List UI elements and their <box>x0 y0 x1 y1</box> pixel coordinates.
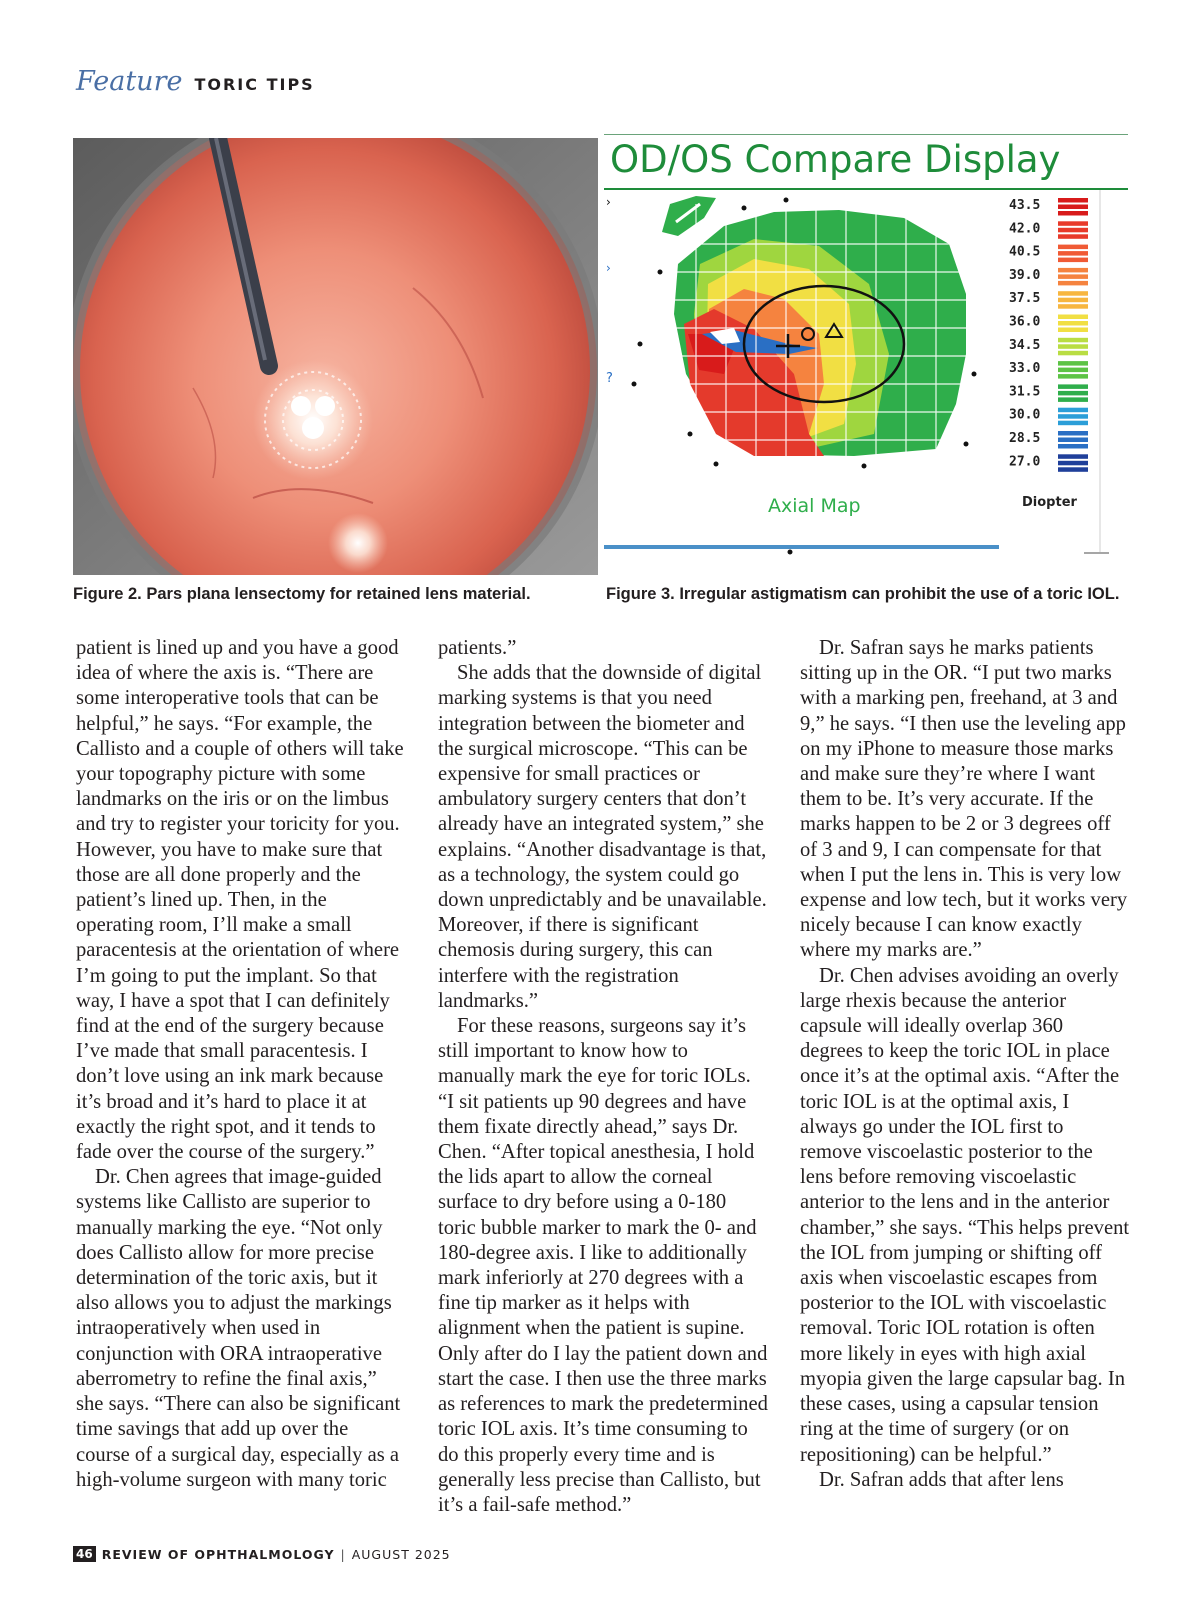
paragraph: Dr. Safran adds that after lens <box>819 1468 1064 1491</box>
paragraph: Dr. Safran says he marks patients sitting up in the OR. “I put two marks with a marking pen, freehand, at 3 and 9,” he says. “I then use the leveling app on my iPhone to measure those marks and make sure they’re where I want them to be. It’s very accurate. If the marks happen to be 2 or 3 degrees off of 3 and 9, I can compensate for that when I put the lens in. This is very low expense and low tech, but it works very nicely because I can know exactly where my marks are.” <box>800 637 1128 962</box>
legend-swatch <box>1058 421 1088 426</box>
legend-swatch <box>1058 361 1088 366</box>
legend-swatch <box>1058 438 1088 443</box>
legend-label: 43.5 <box>1009 198 1041 213</box>
legend-swatch <box>1058 368 1088 373</box>
page-header <box>76 66 315 100</box>
paragraph: Dr. Chen agrees that image-guided systems like Callisto are superior to manually marking the eye. “Not only does Callisto allow for more precise determination of the toric axis, but it also allows you to adjust the markings intraoperatively when used in conjunction with ORA intraoperative aberrometry to refine the final axis,” she says. “There can also be significant time savings that add up over the course of a surgical day, especially as a high-volume surgeon with many toric <box>76 1166 401 1491</box>
legend-label: 33.0 <box>1009 361 1041 377</box>
side-marker: ? <box>606 371 613 386</box>
legend-swatch <box>1058 198 1088 203</box>
legend-swatch <box>1058 245 1088 250</box>
legend-label: 36.0 <box>1009 314 1041 330</box>
legend-swatch <box>1058 454 1088 459</box>
page-number: 46 <box>73 1546 96 1562</box>
legend-label: 34.5 <box>1009 337 1041 353</box>
legend-swatch <box>1058 221 1088 226</box>
legend-swatch <box>1058 431 1088 436</box>
legend-swatch <box>1058 298 1088 303</box>
legend-swatch <box>1058 234 1088 239</box>
paragraph: She adds that the downside of digital marking systems is that you need integration between the biometer and the surgical microscope. “This can be expensive for small practices or ambulatory surgery centers that don’t already have an integrated system,” she explains. “Another disadvantage is that, as a technology, the system could go down unpredictably and be unavailable. Moreover, if there is significant chemosis during surgery, this can interfere with the registration landmarks.” <box>438 662 767 1012</box>
section-name: Feature <box>76 66 183 97</box>
legend-swatch <box>1058 328 1088 333</box>
legend-swatch <box>1058 384 1088 389</box>
legend-swatch <box>1058 315 1088 320</box>
legend-swatch <box>1058 408 1088 413</box>
publication-name: REVIEW OF OPHTHALMOLOGY <box>101 1546 335 1562</box>
legend-swatch <box>1058 397 1088 402</box>
article-column-1 <box>76 636 406 1493</box>
legend-swatch <box>1058 461 1088 466</box>
legend-swatch <box>1058 467 1088 472</box>
legend-swatch <box>1058 211 1088 216</box>
article-column-2 <box>438 636 768 1518</box>
legend-swatch <box>1058 228 1088 233</box>
fundus <box>73 138 597 575</box>
legend-swatch <box>1058 321 1088 326</box>
figure-3-topography <box>604 134 1128 577</box>
legend-swatch <box>1058 205 1088 210</box>
map-label: Axial Map <box>768 495 861 517</box>
figure-2-caption: Figure 2. Pars plana lensectomy for retained lens material. <box>73 585 531 603</box>
unit-label: Diopter <box>1022 495 1077 510</box>
legend-label: 27.0 <box>1009 454 1041 470</box>
issue-date: AUGUST 2025 <box>351 1546 451 1562</box>
legend-swatch <box>1058 344 1088 349</box>
lensectomy-photo <box>73 138 598 575</box>
legend-swatch <box>1058 268 1088 273</box>
topography-display <box>604 134 1128 577</box>
legend-swatch <box>1058 338 1088 343</box>
legend-label: 37.5 <box>1009 291 1041 307</box>
legend-swatch <box>1058 444 1088 449</box>
page-footer <box>73 1546 451 1562</box>
legend-label: 31.5 <box>1009 384 1041 400</box>
display-title: OD/OS Compare Display <box>610 138 1061 181</box>
legend-swatch <box>1058 251 1088 256</box>
article-column-3 <box>800 636 1130 1493</box>
legend-swatch <box>1058 258 1088 263</box>
legend-swatch <box>1058 391 1088 396</box>
legend-label: 40.5 <box>1009 244 1041 260</box>
section-kicker: TORIC TIPS <box>194 75 315 94</box>
legend-label: 30.0 <box>1009 407 1041 423</box>
figure-2-photo <box>73 138 598 575</box>
legend-swatch <box>1058 374 1088 379</box>
paragraph: For these reasons, surgeons say it’s still important to know how to manually mark the eye for toric IOLs. “I sit patients up 90 degrees and have them fixate directly ahead,” says Dr. Chen. “After topical anesthesia, I hold the lids apart to allow the corneal surface to dry before using a 0-180 toric bubble marker to mark the 0- and 180-degree axis. I like to additionally mark inferiorly at 270 degrees with a fine tip marker as it helps with alignment when the patient is supine. Only after do I lay the patient down and start the case. I then use the three marks as references to mark the predetermined toric IOL axis. It’s time consuming to do this properly every time and is generally less precise than Callisto, but it’s a fail-safe method.” <box>438 1015 768 1516</box>
legend-swatch <box>1058 351 1088 356</box>
svg-text:›: › <box>606 195 611 209</box>
legend-swatch <box>1058 414 1088 419</box>
legend-label: 28.5 <box>1009 431 1041 446</box>
legend-label: 42.0 <box>1009 221 1041 237</box>
diopter-legend <box>1009 198 1088 472</box>
figure-3-caption: Figure 3. Irregular astigmatism can prohibit the use of a toric IOL. <box>606 585 1120 603</box>
legend-label: 39.0 <box>1009 267 1041 283</box>
paragraph: patients.” <box>438 637 517 659</box>
paragraph: patient is lined up and you have a good idea of where the axis is. “There are some interoperative tools that can be helpful,” he says. “For example, the Callisto and a couple of others will take your topography picture with some landmarks on the iris or on the limbus and try to register your toricity for you. However, you have to make sure that those are all done properly and the patient’s lined up. Then, in the operating room, I’ll make a small paracentesis at the orientation of where I’m going to put the implant. So that way, I have a spot that I can definitely find at the end of the surgery because I’ve made that small paracentesis. I don’t love using an ink mark because it’s broad and it’s hard to place it at exactly the right spot, and it tends to fade over the course of the surgery.” <box>76 637 404 1164</box>
paragraph: Dr. Chen advises avoiding an overly large rhexis because the anterior capsule will ideally overlap 360 degrees to keep the toric IOL in place once it’s at the optimal axis. “After the toric IOL is at the optimal axis, I always go under the IOL first to remove viscoelastic posterior to the lens before removing viscoelastic anterior to the lens and in the anterior chamber,” she says. “This helps prevent the IOL from jumping or shifting off axis when viscoelastic escapes from posterior to the IOL with viscoelastic removal. Toric IOL rotation is often more likely in eyes with high axial myopia given the large capsular bag. In these cases, using a capsular tension ring at the time of surgery (or on repositioning) can be helpful.” <box>800 964 1130 1466</box>
legend-swatch <box>1058 304 1088 309</box>
legend-swatch <box>1058 281 1088 286</box>
svg-text:›: › <box>606 261 611 275</box>
footer-separator: | <box>340 1546 346 1562</box>
legend-swatch <box>1058 291 1088 296</box>
legend-swatch <box>1058 274 1088 279</box>
